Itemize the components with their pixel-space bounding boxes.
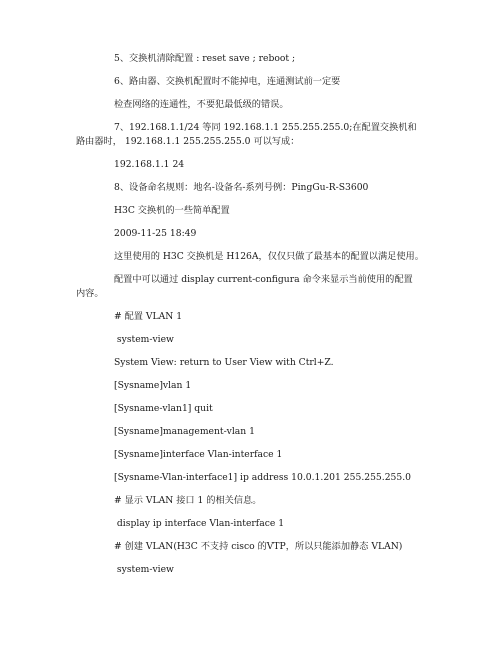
- text-line: 2009-11-25 18:49: [114, 228, 197, 239]
- text-line: 7、192.168.1.1/24 等同 192.168.1.1 255.255.255.0;在配置交换机和: [114, 122, 417, 133]
- text-line: [Sysname]management-vlan 1: [114, 426, 255, 437]
- text-line: # 配置 VLAN 1: [114, 311, 183, 322]
- text-line: 这里使用的 H3C 交换机是 H126A，仅仅只做了最基本的配置以满足使用。: [114, 251, 424, 262]
- text-line: [Sysname-Vlan-interface1] ip address 10.0.1.201 255.255.255.0: [114, 472, 411, 483]
- text-line: [Sysname]interface Vlan-interface 1: [114, 449, 283, 460]
- text-line: 路由器时， 192.168.1.1 255.255.255.0 可以写成：: [76, 136, 300, 147]
- text-line: 5、交换机清除配置 : reset save ; reboot ;: [114, 53, 296, 64]
- text-line: 内容。: [76, 288, 104, 299]
- text-line: System View: return to User View with Ctrl+Z.: [114, 357, 334, 368]
- text-line: system-view: [114, 334, 174, 345]
- text-line: [Sysname]vlan 1: [114, 380, 192, 391]
- text-line: 配置中可以通过 display current-configura 命令来显示当前使用的配置: [114, 274, 413, 285]
- text-line: H3C 交换机的一些简单配置: [114, 205, 230, 216]
- text-line: 192.168.1.1 24: [114, 159, 185, 170]
- text-line: # 创建 VLAN(H3C 不支持 cisco 的VTP，所以只能添加静态 VLAN): [114, 541, 403, 552]
- text-line: display ip interface Vlan-interface 1: [114, 518, 285, 529]
- text-line: 8、设备命名规则：地名-设备名-系列号例：PingGu-R-S3600: [114, 182, 369, 193]
- text-line: # 显示 VLAN 接口 1 的相关信息。: [114, 495, 262, 506]
- text-line: [Sysname-vlan1] quit: [114, 403, 213, 414]
- text-line: 检查网络的连通性，不要犯最低级的错误。: [114, 99, 289, 110]
- text-line: system-view: [114, 564, 174, 575]
- text-line: 6、路由器、交换机配置时不能掉电，连通测试前一定要: [114, 76, 341, 87]
